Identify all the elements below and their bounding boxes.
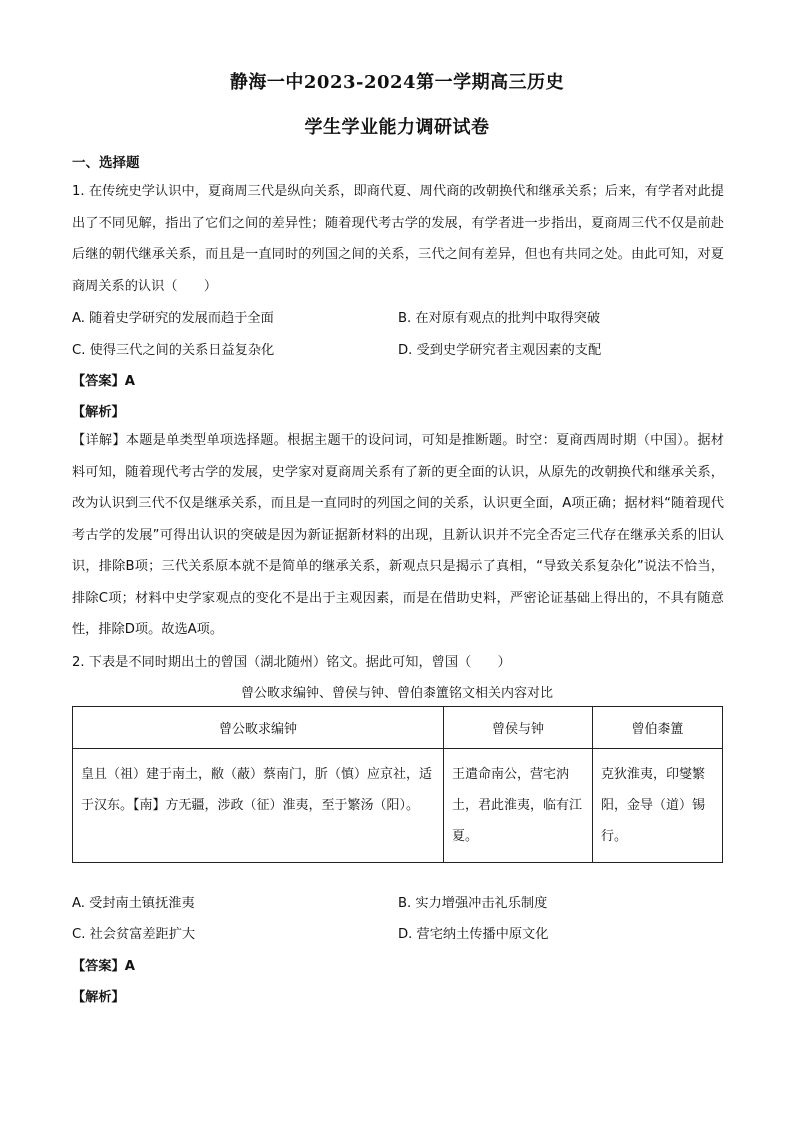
q1-option-a: A. 随着史学研究的发展而趋于全面 bbox=[72, 311, 274, 326]
q2-table-caption: 曾公畋求编钟、曾侯与钟、曾伯桼簠铭文相关内容对比 bbox=[240, 686, 553, 701]
q2-option-b: B. 实力增强冲击礼乐制度 bbox=[398, 896, 548, 911]
q2-option-d: D. 营宅纳土传播中原文化 bbox=[398, 927, 549, 942]
q2-answer: 【答案】A bbox=[72, 959, 135, 974]
exam-title-line1: 静海一中2023-2024第一学期高三历史 bbox=[229, 72, 565, 93]
table-row bbox=[73, 749, 723, 863]
q1-option-d: D. 受到史学研究者主观因素的支配 bbox=[398, 343, 602, 358]
table-cell: 克狄淮夷，印燮繁阳，金导（道）锡行。 bbox=[593, 749, 723, 863]
table-header-cell: 曾侯与钟 bbox=[444, 707, 593, 749]
exam-title-line2: 学生学业能力调研试卷 bbox=[304, 117, 490, 138]
table-cell: 皇且（祖）建于南土，敝（蔽）蔡南门，肵（慎）应京社，适于汉东。【南】方无疆，涉政（征）淮夷，至于繁汤（阳）。 bbox=[73, 749, 444, 863]
q1-option-c: C. 使得三代之间的关系日益复杂化 bbox=[72, 343, 275, 358]
q1-option-b: B. 在对原有观点的批判中取得突破 bbox=[398, 311, 601, 326]
q1-detail: 【详解】本题是单类型单项选择题。根据主题干的设问词，可知是推断题。时空：夏商西周时期（中国）。据材料可知，随着现代考古学的发展，史学家对夏商周关系有了新的更全面的认识，从原先的改朝换代和继承关系，改为认识到三代不仅是继承关系，而且是一直同时的列国之间的关系，认识更全面，A项正确；据材料“随着现代考古学的发展”可得出认识的突破是因为新证据新材料的出现，且新认识并不完全否定三代存在继承关系的旧认识，排除B项；三代关系原本就不是简单的继承关系，新观点只是揭示了真相，“导致关系复杂化”说法不恰当，排除C项；材料中史学家观点的变化不是出于主观因素，而是在借助史料，严密论证基础上得出的，不具有随意性，排除D项。故选A项。 bbox=[72, 433, 724, 637]
q2-option-c: C. 社会贫富差距扩大 bbox=[72, 927, 196, 942]
q1-stem: 1. 在传统史学认识中，夏商周三代是纵向关系，即商代夏、周代商的改朝换代和继承关系；后来，有学者对此提出了不同见解，指出了它们之间的差异性；随着现代考古学的发展，有学者进一步指出，夏商周三代不仅是前赴后继的朝代继承关系，而且是一直同时的列国之间的关系，三代之间有差异，但也有共同之处。由此可知，对夏商周关系的认识（ ） bbox=[72, 184, 724, 294]
table-header-cell: 曾伯桼簠 bbox=[593, 707, 723, 749]
section-heading: 一、选择题 bbox=[72, 155, 140, 171]
inscription-comparison-table bbox=[72, 706, 723, 863]
q1-analysis-label: 【解析】 bbox=[72, 405, 125, 420]
table-header-cell: 曾公畋求编钟 bbox=[73, 707, 444, 749]
table-header-row bbox=[73, 707, 723, 749]
table-cell: 王遣命南公，营宅汭土，君此淮夷，临有江夏。 bbox=[444, 749, 593, 863]
q2-analysis-label: 【解析】 bbox=[72, 990, 125, 1005]
q1-answer: 【答案】A bbox=[72, 374, 135, 389]
q2-option-a: A. 受封南土镇抚淮夷 bbox=[72, 896, 195, 911]
q2-stem: 2. 下表是不同时期出土的曾国（湖北随州）铭文。据此可知，曾国（ ） bbox=[72, 655, 511, 670]
